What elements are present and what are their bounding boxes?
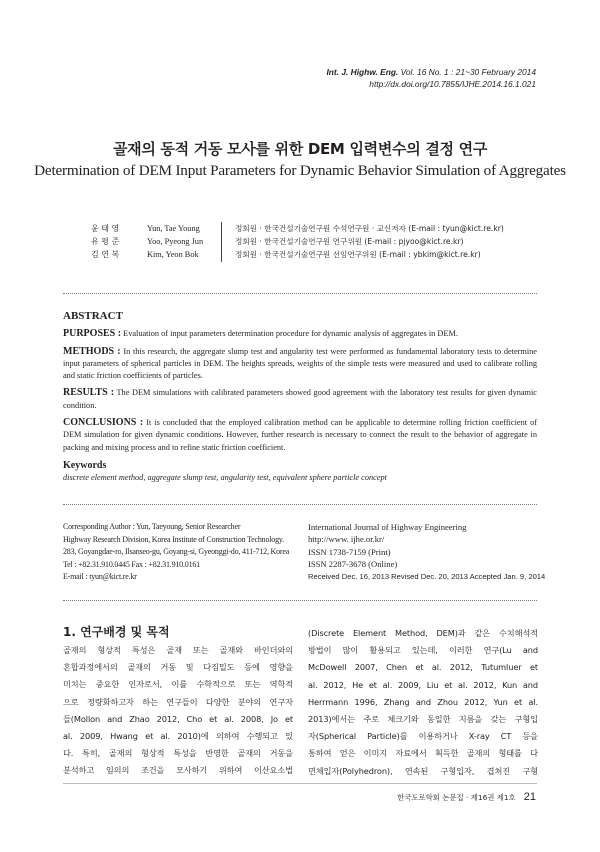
page-footer: [397, 791, 536, 803]
journal-name: International Journal of Highway Engineering: [308, 522, 467, 532]
footer-rule: [63, 783, 537, 784]
keywords-heading: Keywords: [63, 459, 107, 471]
body-line: 분석하고 임의의 조건을 모사하기 위하여 이산요소법: [63, 765, 293, 776]
abstract-results: [63, 387, 537, 412]
author-affiliation: 정회원 · 한국건설기술연구원 연구위원 (E-mail : pjyoo@kict.re.kr): [235, 237, 464, 246]
abstract-heading: ABSTRACT: [63, 310, 123, 322]
author-name-ko: 윤 태 영: [91, 224, 120, 233]
journal-volume: Vol. 16 No. 1 : 21~30 February 2014: [398, 67, 536, 77]
footer-journal: 한국도로학회 논문집 · 제16권 제1호: [397, 793, 516, 802]
author-name-ko: 유 평 준: [91, 237, 120, 246]
corr-line: 283, Goyangdae-ro, Ilsanseo-gu, Goyang-si, Gyeonggi-do, 411-712, Korea: [63, 547, 290, 557]
corr-line: Corresponding Author : Yun, Taeyoung, Senior Researcher: [63, 522, 241, 531]
body-line: 혼합과정에서의 골재의 거동 및 다짐밀도 등에 영향을: [63, 662, 293, 673]
title-english: Determination of DEM Input Parameters for Dynamic Behavior Simulation of Aggregates: [34, 162, 566, 179]
corr-line: E-mail : tyun@kict.re.kr: [63, 572, 137, 582]
author-name-ko: 김 연 복: [91, 250, 120, 259]
keywords-text: discrete element method, aggregate slump test, angularity test, equivalent sphere particle concept: [63, 473, 387, 483]
journal-citation: [326, 66, 536, 90]
conclusions-text: It is concluded that the employed calibration method can be applicable to determine rolling friction coefficient of DEM simulation for given dynamic conditions. However, further research is necessary to connect the result to the behavior of aggregate in packing and mixing process and to refine static friction coefficient.: [63, 418, 538, 452]
body-line: 미치는 중요한 인자로서, 이를 수학적으로 또는 역학적: [63, 679, 293, 690]
corr-line: Tel : +82.31.910.0445 Fax : +82.31.910.0161: [63, 559, 200, 569]
divider-middle: [63, 504, 537, 505]
journal-url[interactable]: http://www. ijhe.or.kr/: [308, 534, 385, 545]
section-heading: 1. 연구배경 및 목적: [63, 625, 170, 639]
corr-line: Highway Research Division, Korea Institute of Construction Technology.: [63, 534, 284, 544]
body-line: 다. 특히, 골재의 형상적 특성을 반영한 골재의 거동을: [63, 748, 293, 759]
journal-dates: Received Dec. 16, 2013 Revised Dec. 20, 2013 Accepted Jan. 9, 2014: [308, 571, 546, 581]
author-name-en: Yun, Tae Young: [147, 224, 200, 233]
purposes-label: PURPOSES :: [63, 328, 122, 340]
body-line: 골재의 형상적 특성은 골재 또는 골재와 바인더와의: [63, 645, 293, 655]
issn-print: ISSN 1738-7159 (Print): [308, 546, 391, 557]
body-line: al. 2009, Hwang et al. 2010)에 의하여 수행되고 있: [63, 731, 293, 742]
doi-link[interactable]: http://dx.doi.org/10.7855/IJHE.2014.16.1.021: [369, 79, 536, 89]
journal-abbrev: Int. J. Highw. Eng.: [326, 67, 399, 77]
body-line: (Discrete Element Method, DEM)과 같은 수치해석적: [308, 628, 538, 638]
methods-label: METHODS :: [63, 345, 121, 357]
title-korean: 골재의 동적 거동 모사를 위한 DEM 입력변수의 결정 연구: [112, 140, 488, 158]
body-line: 2013)에서는 주로 체크기와 동일한 지름을 갖는 구형입: [308, 714, 538, 725]
abstract-purposes: [63, 328, 537, 340]
methods-text: In this research, the aggregate slump test and angularity test were performed as fundamental laboratory tests to determine input parameters of spherical particles in DEM. The heights spreads, weights of the simple tests were measured and used to calibrate rolling and static friction coefficients of particles.: [63, 346, 537, 381]
body-line: 으로 정량화하고자 하는 연구들이 다양한 분야의 연구자: [63, 696, 293, 707]
author-row: [91, 222, 504, 235]
body-line: Herrmann 1996, Zhang and Zhou 2012, Yun et al.: [308, 696, 538, 707]
body-line: 들(Mollon and Zhao 2012, Cho et al. 2008, Jo et: [63, 713, 293, 724]
issn-online: ISSN 2287-3678 (Online): [308, 559, 398, 570]
page-number: 21: [523, 791, 536, 803]
body-left-column: [63, 642, 293, 780]
purposes-text: Evaluation of input parameters determination procedure for dynamic analysis of aggregates in DEM.: [121, 329, 458, 339]
results-label: RESULTS :: [63, 387, 115, 399]
journal-info: [308, 521, 545, 583]
author-row: [91, 248, 504, 261]
body-line: 자(Spherical Particle)를 이용하거나 X-ray CT 등을: [308, 731, 538, 742]
body-line: McDowell 2007, Chen et al. 2012, Tutumluer et: [308, 662, 538, 673]
author-name-en: Yoo, Pyeong Jun: [147, 237, 204, 246]
body-line: al. 2012, He et al. 2009, Liu et al. 2012, Kun and: [308, 679, 538, 690]
divider-bottom: [63, 600, 537, 601]
body-right-column: [308, 625, 538, 780]
divider-top: [63, 293, 537, 294]
author-list: [91, 222, 504, 261]
author-affiliation: 정회원 · 한국건설기술연구원 수석연구원 · 교신저자 (E-mail : tyun@kict.re.kr): [235, 224, 504, 233]
abstract-methods: [63, 346, 537, 383]
body-line: 통하여 얻은 이미지 자료에서 획득한 골재의 형태를 다: [308, 748, 538, 759]
abstract: [63, 310, 537, 485]
author-affiliation: 정회원 · 한국건설기술연구원 선임연구위원 (E-mail : ybkim@kict.re.kr): [235, 250, 481, 259]
conclusions-label: CONCLUSIONS :: [63, 417, 144, 429]
corresponding-author: [63, 521, 303, 584]
author-separator: [221, 222, 222, 262]
results-text: The DEM simulations with calibrated parameters showed good agreement with the laboratory test results for given dynamic condition.: [63, 388, 537, 410]
author-row: [91, 235, 504, 248]
author-name-en: Kim, Yeon Bok: [147, 250, 199, 259]
body-line: 면체입자(Polyhedron), 연속된 구형입자, 겹쳐진 구형: [308, 765, 538, 776]
abstract-conclusions: [63, 417, 537, 454]
body-line: 방법이 많이 활용되고 있는데, 이러한 연구(Lu and: [308, 645, 538, 656]
